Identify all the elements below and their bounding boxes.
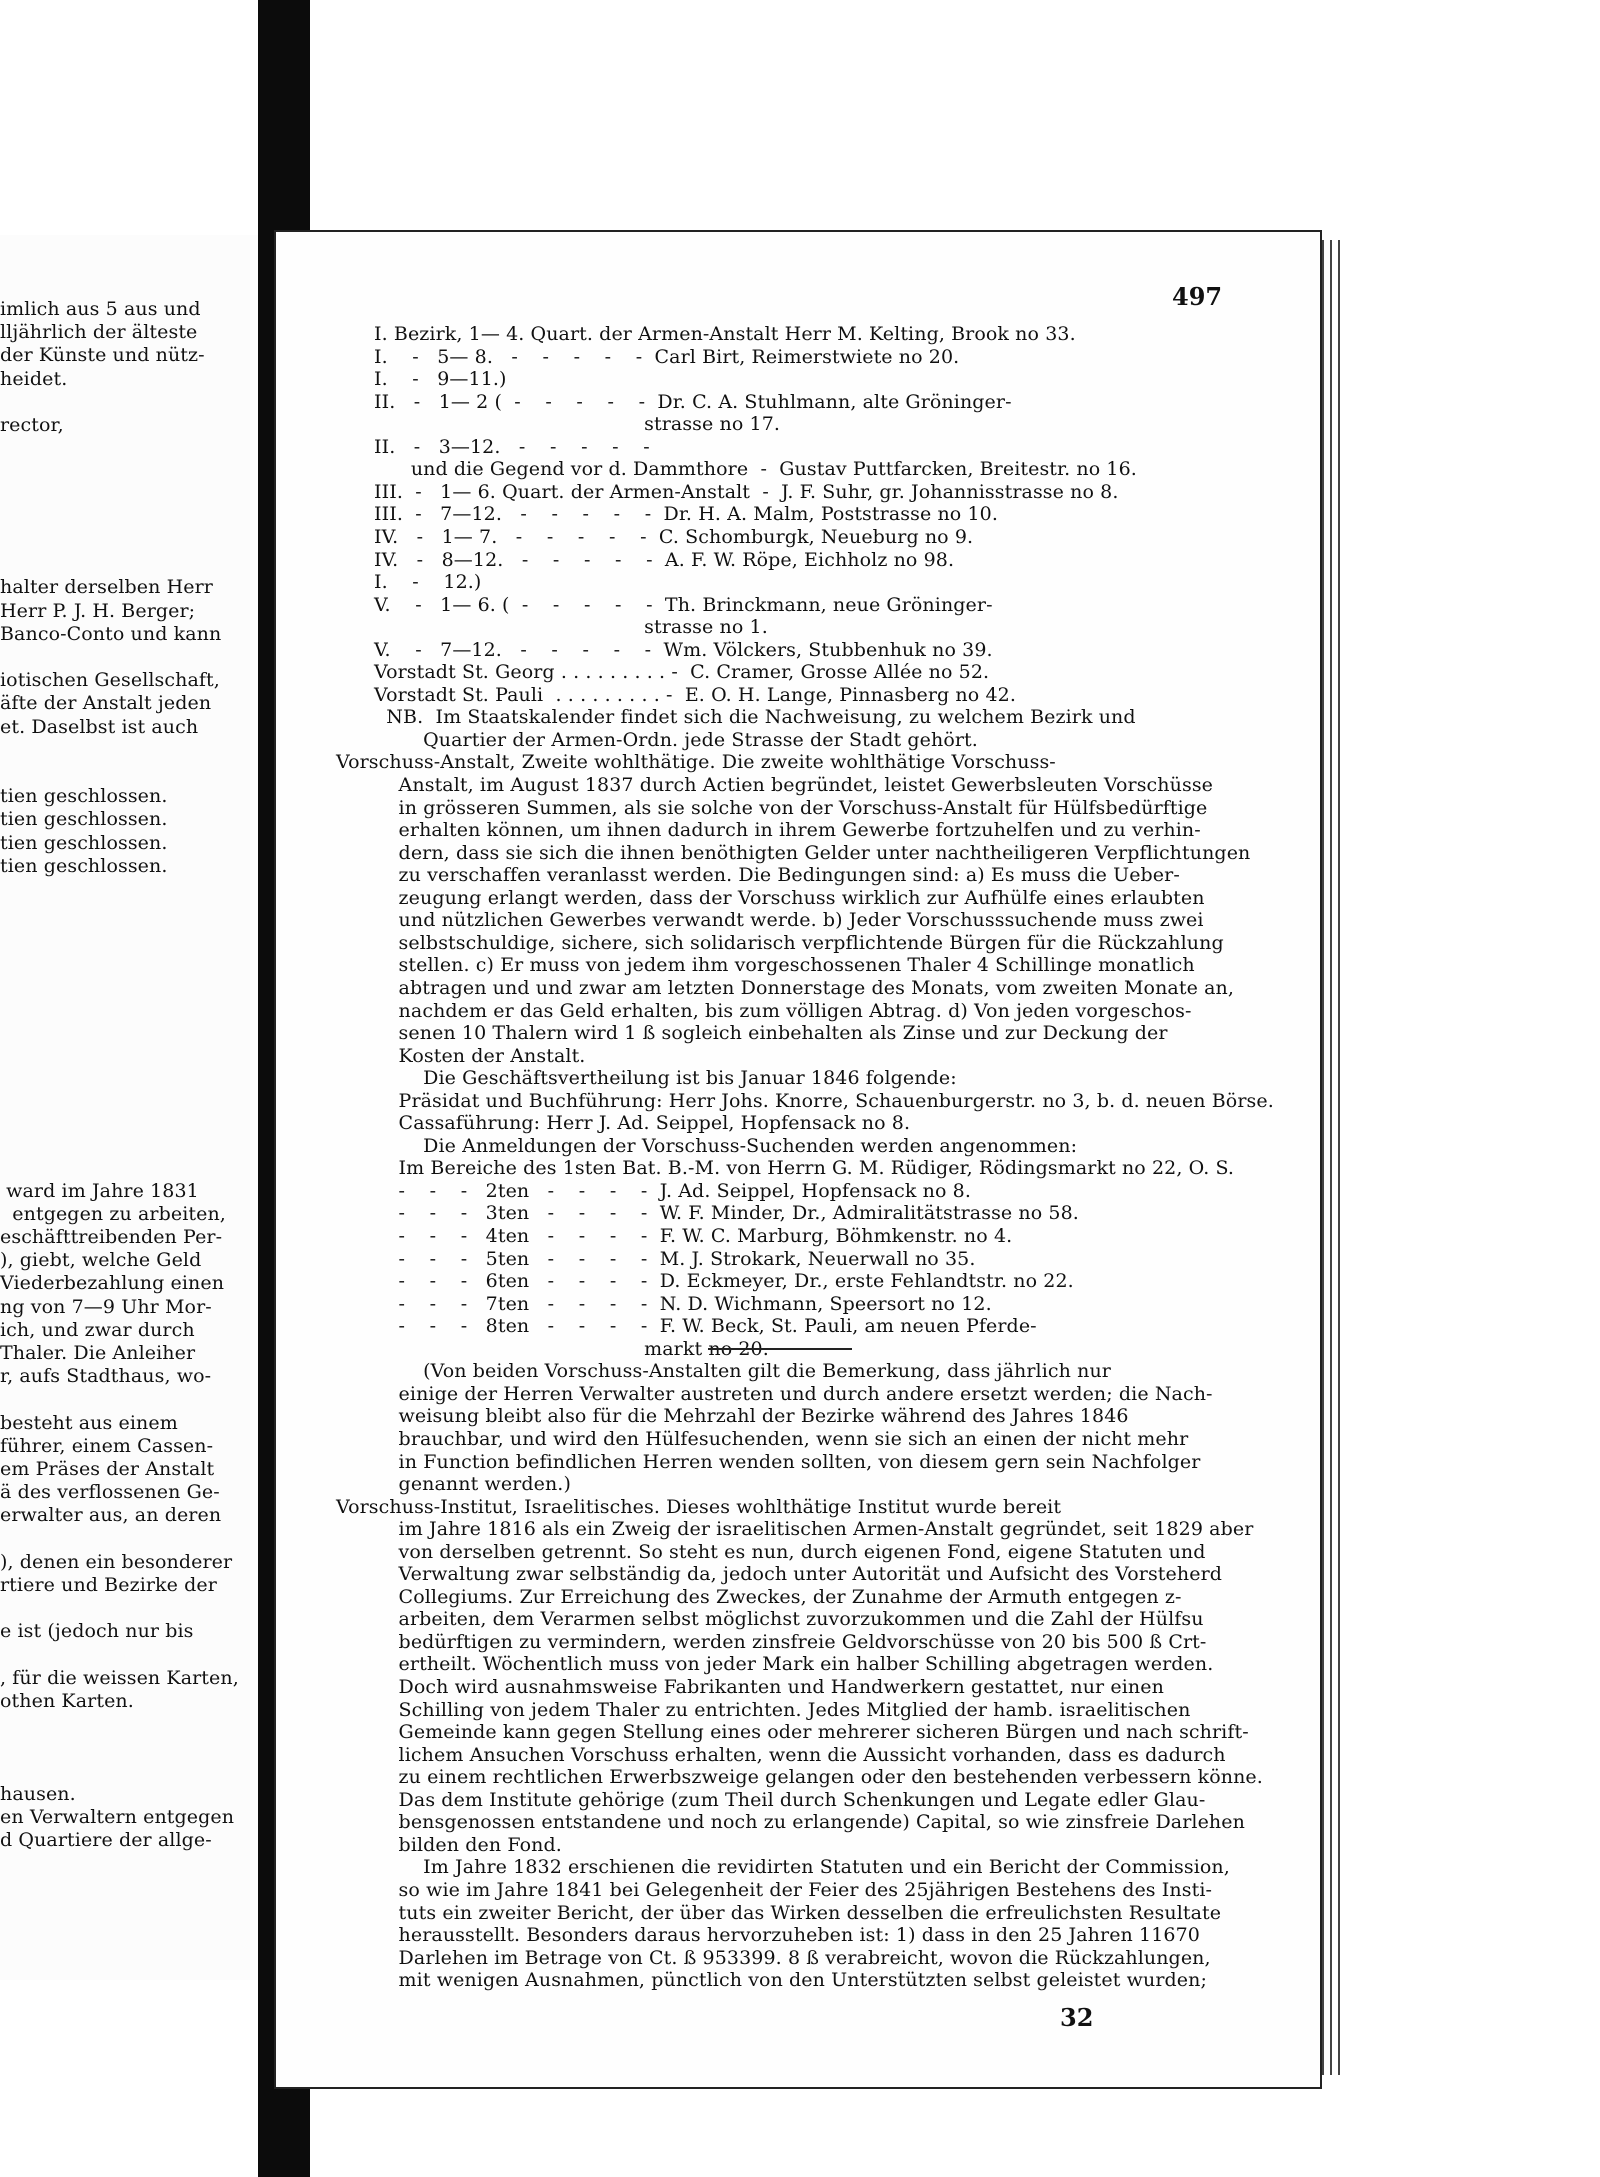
text-line: ertheilt. Wöchentlich muss von jeder Mark ein halber Schilling abgetragen werden. — [374, 1653, 1214, 1675]
text-line: - - - 3ten - - - - W. F. Minder, Dr., Admiralitätstrasse no 58. — [374, 1202, 1079, 1224]
text-line: und nützlichen Gewerbes verwandt werde. b) Jeder Vorschusssuchende muss zwei — [374, 909, 1204, 931]
text-line: Verwaltung zwar selbständig da, jedoch unter Autorität und Aufsicht des Vorsteherd — [374, 1563, 1223, 1585]
left-text-line: tien geschlossen. — [0, 785, 168, 807]
text-line: Schilling von jedem Thaler zu entrichten. Jedes Mitglied der hamb. israelitischen — [374, 1699, 1191, 1721]
text-line: nachdem er das Geld erhalten, bis zum völligen Abtrag. d) Von jeden vorgeschos- — [374, 1000, 1192, 1022]
text-line: Im Bereiche des 1sten Bat. B.-M. von Herrn G. M. Rüdiger, Rödingsmarkt no 22, O. S. — [374, 1157, 1235, 1179]
text-line: arbeiten, dem Verarmen selbst möglichst zuvorzukommen und die Zahl der Hülfsu — [374, 1608, 1204, 1630]
left-text-line: ä des verflossenen Ge- — [0, 1481, 220, 1503]
text-line: strasse no 17. — [374, 413, 781, 435]
text-line: IV. - 8—12. - - - - - A. F. W. Röpe, Eichholz no 98. — [374, 549, 955, 571]
text-line: Im Jahre 1832 erschienen die revidirten Statuten und ein Bericht der Commission, — [374, 1856, 1230, 1878]
section-divider — [708, 1348, 852, 1350]
text-line: selbstschuldige, sichere, sich solidarisch verpflichtende Bürgen für die Rückzahlung — [374, 932, 1224, 954]
text-line: im Jahre 1816 als ein Zweig der israelitischen Armen-Anstalt gegründet, seit 1829 aber — [374, 1518, 1254, 1540]
text-line: Die Geschäftsvertheilung ist bis Januar 1846 folgende: — [374, 1067, 957, 1089]
left-text-line: ng von 7—9 Uhr Mor- — [0, 1296, 212, 1318]
text-line: genannt werden.) — [374, 1473, 571, 1495]
left-text-line: hausen. — [0, 1783, 76, 1805]
text-line: senen 10 Thalern wird 1 ß sogleich einbehalten als Zinse und zur Deckung der — [374, 1022, 1168, 1044]
left-text-line: em Präses der Anstalt — [0, 1458, 215, 1480]
text-line: so wie im Jahre 1841 bei Gelegenheit der Feier des 25jährigen Bestehens des Insti- — [374, 1879, 1213, 1901]
left-text-line: iotischen Gesellschaft, — [0, 669, 220, 691]
text-line: Die Anmeldungen der Vorschuss-Suchenden werden angenommen: — [374, 1135, 1078, 1157]
left-text-line: d Quartiere der allge- — [0, 1829, 212, 1851]
text-line: Gemeinde kann gegen Stellung eines oder mehrerer sicheren Bürgen und nach schrift- — [374, 1721, 1249, 1743]
text-line: in Function befindlichen Herren wenden sollten, von diesem gern sein Nachfolger — [374, 1451, 1201, 1473]
text-line: Vorstadt St. Georg . . . . . . . . . - C. Cramer, Grosse Allée no 52. — [374, 661, 990, 683]
text-line: II. - 1— 2 ( - - - - - Dr. C. A. Stuhlmann, alte Gröninger- — [374, 391, 1012, 413]
text-line: zu einem rechtlichen Erwerbszweige gelangen oder den bestehenden verbessern könne. — [374, 1766, 1263, 1788]
text-line: - - - 6ten - - - - D. Eckmeyer, Dr., erste Fehlandtstr. no 22. — [374, 1270, 1074, 1292]
text-line: III. - 1— 6. Quart. der Armen-Anstalt - J. F. Suhr, gr. Johannisstrasse no 8. — [374, 481, 1119, 503]
text-line: und die Gegend vor d. Dammthore - Gustav Puttfarcken, Breitestr. no 16. — [374, 458, 1137, 480]
text-line: bilden den Fond. — [374, 1834, 562, 1856]
text-line: II. - 3—12. - - - - - — [374, 436, 650, 458]
text-line: in grösseren Summen, als sie solche von der Vorschuss-Anstalt für Hülfsbedürftige — [374, 797, 1208, 819]
text-line: einige der Herren Verwalter austreten und durch andere ersetzt werden; die Nach- — [374, 1383, 1213, 1405]
text-line: - - - 2ten - - - - J. Ad. Seippel, Hopfensack no 8. — [374, 1180, 971, 1202]
text-line: - - - 4ten - - - - F. W. C. Marburg, Böhmkenstr. no 4. — [374, 1225, 1013, 1247]
text-line: V. - 7—12. - - - - - Wm. Völckers, Stubbenhuk no 39. — [374, 639, 993, 661]
left-text-line: imlich aus 5 aus und — [0, 298, 201, 320]
left-text-line: der Künste und nütz- — [0, 344, 205, 366]
left-text-line: e ist (jedoch nur bis — [0, 1620, 194, 1642]
text-line: V. - 1— 6. ( - - - - - Th. Brinckmann, neue Gröninger- — [374, 594, 993, 616]
text-line: NB. Im Staatskalender findet sich die Nachweisung, zu welchem Bezirk und — [374, 706, 1136, 728]
text-line: I. Bezirk, 1— 4. Quart. der Armen-Anstalt Herr M. Kelting, Brook no 33. — [374, 323, 1076, 345]
text-line: Das dem Institute gehörige (zum Theil durch Schenkungen und Legate edler Glau- — [374, 1789, 1206, 1811]
left-text-line: Thaler. Die Anleiher — [0, 1342, 196, 1364]
text-line: (Von beiden Vorschuss-Anstalten gilt die Bemerkung, dass jährlich nur — [374, 1360, 1111, 1382]
text-line: Präsidat und Buchführung: Herr Johs. Knorre, Schauenburgerstr. no 3, b. d. neuen Börse. — [374, 1090, 1274, 1112]
page-edge — [1330, 240, 1336, 2075]
left-text-line: ich, und zwar durch — [0, 1319, 195, 1341]
left-text-line: en Verwaltern entgegen — [0, 1806, 235, 1828]
left-text-line: ), giebt, welche Geld — [0, 1249, 202, 1271]
page-edge — [1322, 240, 1328, 2075]
left-text-line: eschäfttreibenden Per- — [0, 1226, 223, 1248]
text-line: Anstalt, im August 1837 durch Actien begründet, leistet Gewerbsleuten Vorschüsse — [374, 774, 1214, 796]
left-text-line: äfte der Anstalt jeden — [0, 692, 212, 714]
left-text-line: Viederbezahlung einen — [0, 1272, 225, 1294]
left-text-line: führer, einem Cassen- — [0, 1435, 214, 1457]
text-line: zu verschaffen veranlasst werden. Die Bedingungen sind: a) Es muss die Ueber- — [374, 864, 1180, 886]
signature-mark: 32 — [1060, 2003, 1094, 2032]
left-page — [0, 235, 264, 1980]
text-line: weisung bleibt also für die Mehrzahl der Bezirke während des Jahres 1846 — [374, 1405, 1129, 1427]
text-line: tuts ein zweiter Bericht, der über das Wirken desselben die erfreulichsten Resultate — [374, 1902, 1222, 1924]
text-line: - - - 5ten - - - - M. J. Strokark, Neuerwall no 35. — [374, 1248, 976, 1270]
left-text-line: rtiere und Bezirke der — [0, 1574, 217, 1596]
text-line: Doch wird ausnahmsweise Fabrikanten und Handwerkern gestattet, nur einen — [374, 1676, 1164, 1698]
text-line: IV. - 1— 7. - - - - - C. Schomburgk, Neueburg no 9. — [374, 526, 974, 548]
text-line: Darlehen im Betrage von Ct. ß 953399. 8 ß verabreicht, wovon die Rückzahlungen, — [374, 1947, 1211, 1969]
text-line: abtragen und und zwar am letzten Donnerstage des Monats, vom zweiten Monate an, — [374, 977, 1234, 999]
left-text-line: r, aufs Stadthaus, wo- — [0, 1365, 212, 1387]
page-number: 497 — [1172, 282, 1223, 311]
text-line: Vorstadt St. Pauli . . . . . . . . . - E. O. H. Lange, Pinnasberg no 42. — [374, 684, 1016, 706]
left-text-line: besteht aus einem — [0, 1412, 178, 1434]
text-line: Vorschuss-Anstalt, Zweite wohlthätige. Die zweite wohlthätige Vorschuss- — [336, 751, 1056, 773]
left-text-line: entgegen zu arbeiten, — [0, 1203, 226, 1225]
text-line: Vorschuss-Institut, Israelitisches. Dieses wohlthätige Institut wurde bereit — [336, 1496, 1062, 1518]
text-line: markt no 20. — [374, 1338, 769, 1360]
left-text-line: , für die weissen Karten, — [0, 1667, 239, 1689]
left-text-line: tien geschlossen. — [0, 832, 168, 854]
left-text-line: ), denen ein besonderer — [0, 1551, 233, 1573]
text-line: III. - 7—12. - - - - - Dr. H. A. Malm, Poststrasse no 10. — [374, 503, 998, 525]
text-line: I. - 5— 8. - - - - - Carl Birt, Reimerstwiete no 20. — [374, 346, 960, 368]
text-line: Collegiums. Zur Erreichung des Zweckes, der Zunahme der Armuth entgegen z- — [374, 1586, 1182, 1608]
left-text-line: halter derselben Herr — [0, 576, 213, 598]
left-text-line: Herr P. J. H. Berger; — [0, 600, 196, 622]
text-line: bensgenossen entstandene und noch zu erlangende) Capital, so wie zinsfreie Darlehen — [374, 1811, 1245, 1833]
text-line: Kosten der Anstalt. — [374, 1045, 586, 1067]
text-line: brauchbar, und wird den Hülfesuchenden, wenn sie sich an einen der nicht mehr — [374, 1428, 1189, 1450]
text-line: strasse no 1. — [374, 616, 768, 638]
text-line: - - - 7ten - - - - N. D. Wichmann, Speersort no 12. — [374, 1293, 992, 1315]
text-line: bedürftigen zu vermindern, werden zinsfreie Geldvorschüsse von 20 bis 500 ß Crt- — [374, 1631, 1207, 1653]
left-text-line: othen Karten. — [0, 1690, 134, 1712]
left-text-line: ward im Jahre 1831 — [0, 1180, 199, 1202]
page-edge — [1338, 240, 1344, 2075]
left-text-line: lljährlich der älteste — [0, 321, 198, 343]
text-line: I. - 12.) — [374, 571, 482, 593]
left-text-line: erwalter aus, an deren — [0, 1504, 222, 1526]
left-text-line: tien geschlossen. — [0, 855, 168, 877]
left-text-line: rector, — [0, 414, 64, 436]
text-line: von derselben getrennt. So steht es nun, durch eigenen Fond, eigene Statuten und — [374, 1541, 1206, 1563]
text-line: mit wenigen Ausnahmen, pünctlich von den Unterstützten selbst geleistet wurden; — [374, 1969, 1207, 1991]
text-line: Quartier der Armen-Ordn. jede Strasse der Stadt gehört. — [374, 729, 978, 751]
text-line: stellen. c) Er muss von jedem ihm vorgeschossenen Thaler 4 Schillinge monatlich — [374, 954, 1195, 976]
left-text-line: Banco-Conto und kann — [0, 623, 222, 645]
text-line: lichem Ansuchen Vorschuss erhalten, wenn die Aussicht vorhanden, dass es dadurch — [374, 1744, 1226, 1766]
text-line: erhalten können, um ihnen dadurch in ihrem Gewerbe fortzuhelfen und zu verhin- — [374, 819, 1201, 841]
text-line: - - - 8ten - - - - F. W. Beck, St. Pauli, am neuen Pferde- — [374, 1315, 1037, 1337]
left-text-line: et. Daselbst ist auch — [0, 716, 199, 738]
left-text-line: tien geschlossen. — [0, 808, 168, 830]
left-text-line: heidet. — [0, 368, 68, 390]
text-line: Cassaführung: Herr J. Ad. Seippel, Hopfensack no 8. — [374, 1112, 911, 1134]
text-line: zeugung erlangt werden, dass der Vorschuss wirklich zur Aufhülfe eines erlaubten — [374, 887, 1205, 909]
text-line: herausstellt. Besonders daraus hervorzuheben ist: 1) dass in den 25 Jahren 11670 — [374, 1924, 1200, 1946]
text-line: I. - 9—11.) — [374, 368, 507, 390]
text-line: dern, dass sie sich die ihnen benöthigten Gelder unter nachtheiligeren Verpflichtungen — [374, 842, 1251, 864]
